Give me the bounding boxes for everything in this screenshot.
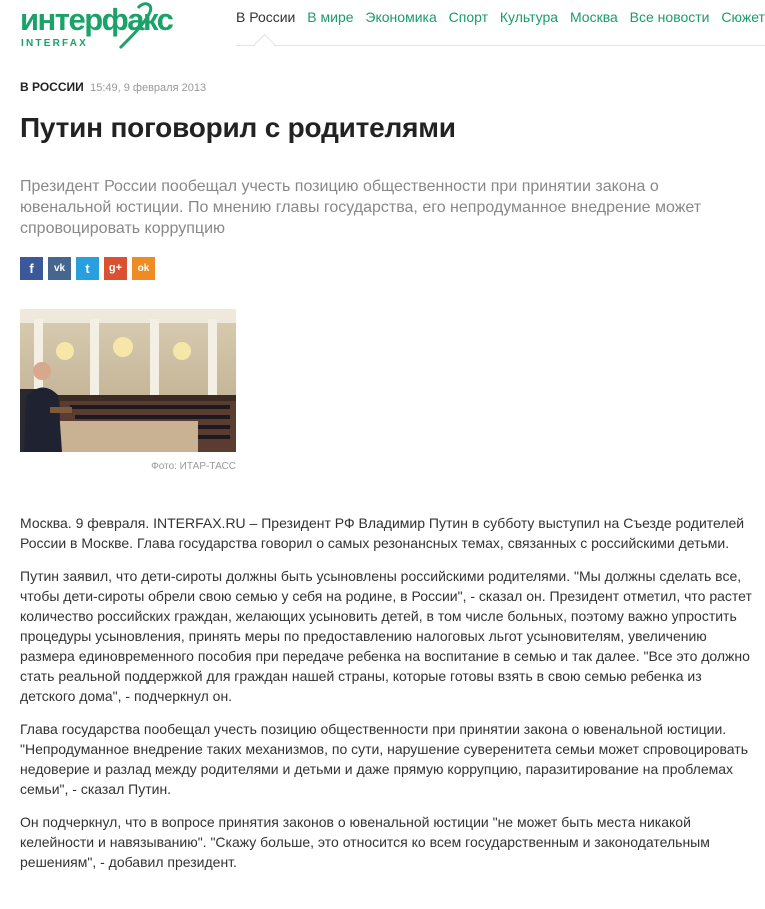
logo-wordmark: интерфакс (20, 2, 173, 37)
article-paragraph: Москва. 9 февраля. INTERFAX.RU – Президент РФ Владимир Путин в субботу выступил на Съезде родителей России в Москве. Глава государства говорил о самых резонансных темах, связанных с российскими детьми. (20, 515, 745, 551)
facebook-icon[interactable]: f (20, 257, 43, 280)
nav-item-sport[interactable]: Спорт (448, 9, 488, 25)
nav-item-moscow[interactable]: Москва (569, 9, 618, 25)
nav-item-all-news[interactable]: Все новости (629, 9, 710, 25)
photo-caption: Фото: ИТАР-ТАСС (151, 461, 236, 472)
article-paragraph: Он подчеркнул, что в вопросе принятия законов о ювенальной юстиции "не может быть места никакой келейности и навязыванию". "Скажу больше, это относится ко всем государственным и законодательным решениям", - добавил президент. (20, 814, 710, 870)
article-paragraph: Глава государства пообещал учесть позицию общественности при принятии закона о ювенальной юстиции. "Непродуманное внедрение таких механизмов, по сути, нарушение суверенитета семьи может спровоцировать недоверие и разлад между родителями и детьми и даже прямую коррупцию, паразитирование на проблемах семьи", - сказал Путин. (20, 721, 748, 797)
nav-item-russia[interactable]: В России (236, 9, 296, 25)
odnoklassniki-icon[interactable]: ok (132, 257, 155, 280)
twitter-icon[interactable]: t (76, 257, 99, 280)
article-lead: Президент России пообещал учесть позицию общественности при принятии закона о ювенальной юстиции. По мнению главы государства, его непродуманное внедрение может спровоцировать коррупцию (20, 178, 702, 237)
nav-item-stories[interactable]: Сюжет (721, 9, 765, 25)
share-buttons (20, 257, 160, 280)
article-title: Путин поговорил с родителями (20, 112, 456, 143)
nav-divider (236, 45, 765, 46)
article-meta (20, 80, 206, 94)
main-nav (236, 9, 765, 25)
article-paragraph: Путин заявил, что дети-сироты должны быть усыновлены российскими родителями. "Мы должны сделать все, чтобы дети-сироты обрели свою семью у себя на родине, в России", - сказал он. Президент отметил, что растет количество российских граждан, желающих усыновить детей, в том числе больных, поэтому важно упростить процедуры усыновления, принять меры по предоставлению налоговых льгот усыновителям, увеличению размера единовременного пособия при передаче ребенка на воспитание в семью и так далее. "Все это должно стать реальной поддержкой для граждан нашей страны, которые готовы взять в свою семью ребенка из детского дома", - подчеркнул он. (20, 568, 752, 704)
logo-subtitle: INTERFAX (21, 38, 89, 49)
interfax-logo[interactable] (20, 2, 195, 52)
site-header (0, 0, 765, 49)
article-rubric[interactable]: В РОССИИ (20, 80, 84, 94)
nav-active-pointer (254, 34, 275, 55)
congress-hall-photo (20, 309, 236, 452)
article-date: 15:49, 9 февраля 2013 (90, 82, 207, 94)
nav-item-economy[interactable]: Экономика (365, 9, 437, 25)
google-plus-icon[interactable]: g+ (104, 257, 127, 280)
article-body (20, 513, 755, 885)
nav-item-culture[interactable]: Культура (499, 9, 559, 25)
nav-item-world[interactable]: В мире (307, 9, 354, 25)
vkontakte-icon[interactable]: vk (48, 257, 71, 280)
article-photo[interactable] (20, 309, 236, 452)
